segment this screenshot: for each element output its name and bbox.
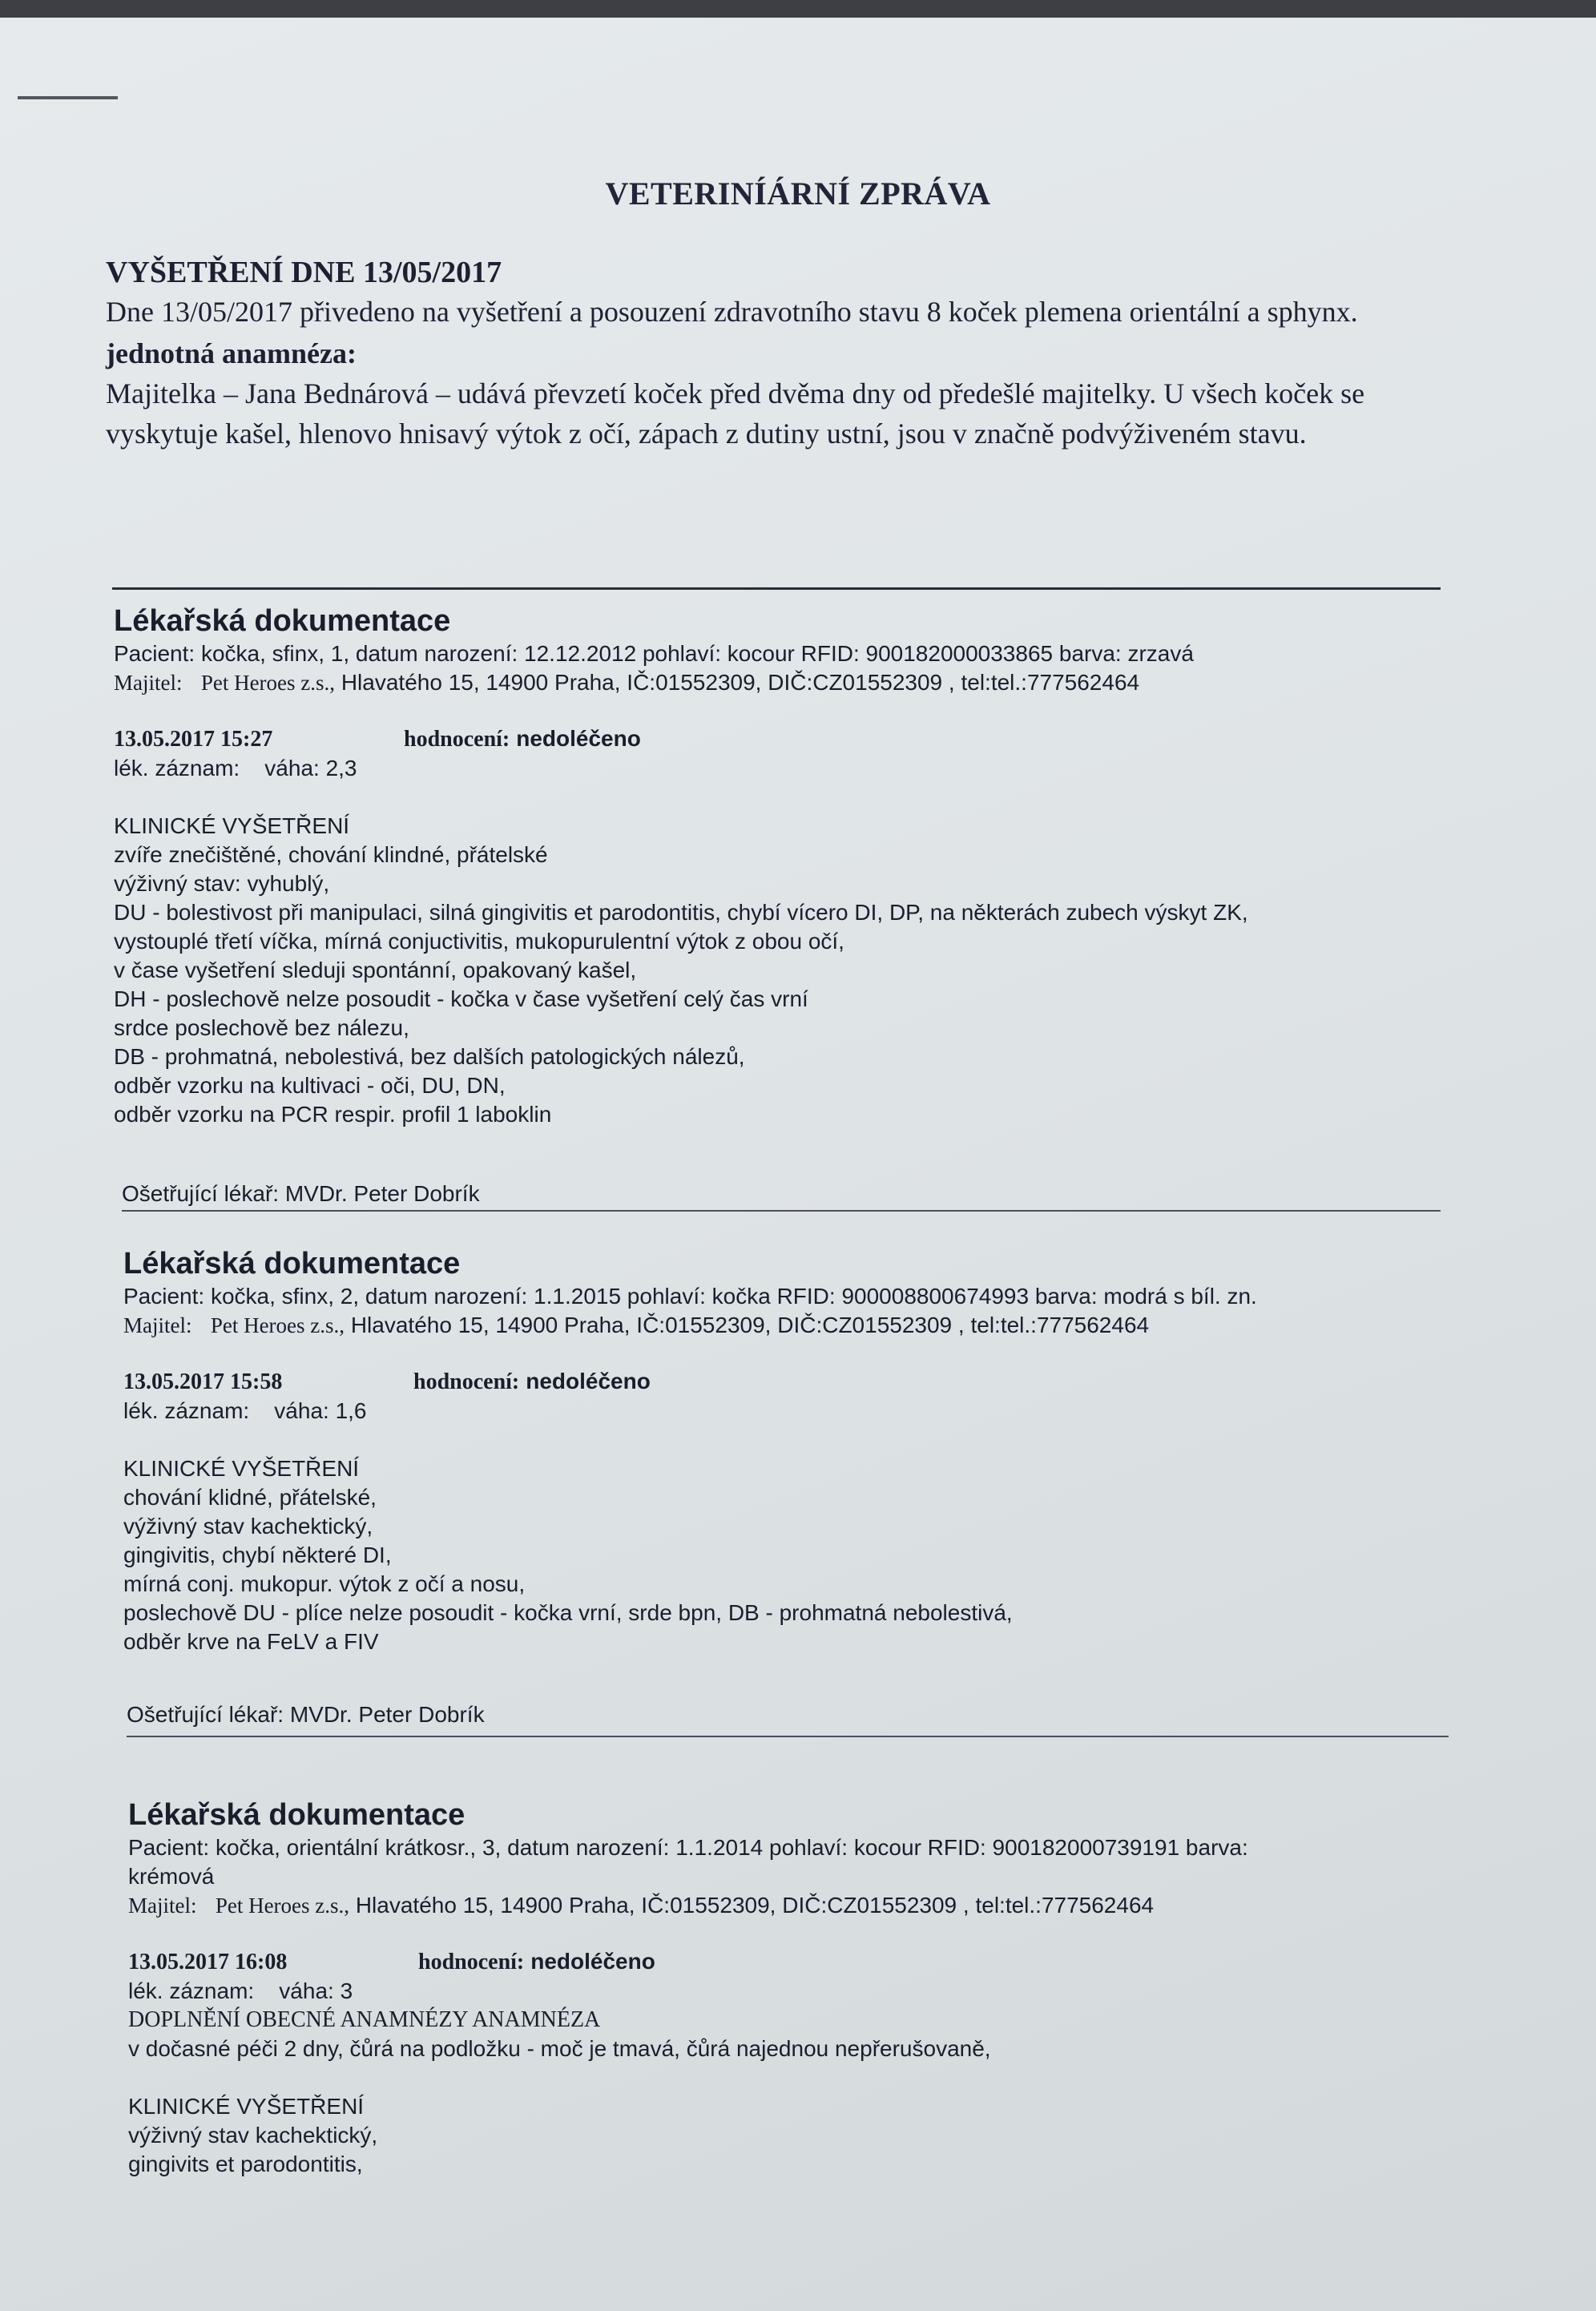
exam-heading: VYŠETŘENÍ DNE 13/05/2017 [106, 256, 502, 289]
patient-line: Pacient: kočka, sfinx, 2, datum narození: 1.1.2015 pohlaví: kočka RFID: 900008800674993 barva: modrá s bíl. zn. [123, 1284, 1257, 1309]
patient-line: Pacient: kočka, orientální krátkosr., 3, datum narození: 1.1.2014 pohlaví: kocour RFID: 900182000739191 barva: [128, 1835, 1248, 1860]
record-label-line [128, 1977, 1482, 2006]
section-title: KLINICKÉ VYŠETŘENÍ [114, 813, 350, 838]
owner-name: Pet Heroes z.s., [200, 671, 336, 695]
patient-line-continued: krémová [128, 1864, 215, 1889]
section-title: KLINICKÉ VYŠETŘENÍ [128, 2094, 365, 2119]
owner-name: Pet Heroes z.s., [210, 1313, 345, 1337]
finding-line: výživný stav: vyhublý, [114, 871, 330, 896]
record-datetime: 13.05.2017 16:08 [128, 1950, 288, 1974]
evaluation-value: nedoléčeno [516, 726, 641, 751]
anamnesis-text: Majitelka – Jana Bednárová – udává převzetí koček před dvěma dny od předešlé majitelky. U všech koček se vyskytuje kašel, hlenovo hnisavý výtok z očí, zápach z dutiny ustní, jsou v značně podvýživeném stavu. [106, 377, 1365, 450]
record-label: lék. záznam: [114, 756, 240, 780]
finding-line: DU - bolestivost při manipulaci, silná gingivitis et parodontitis, chybí vícero DI, DP, na některách zubech výskyt ZK, [114, 900, 1248, 925]
finding-line: výživný stav kachektický, [123, 1514, 373, 1539]
evaluation-value: nedoléčeno [530, 1949, 655, 1974]
medical-record-2 [123, 1245, 1477, 1656]
owner-line [114, 668, 1468, 697]
weight: váha: 3 [279, 1978, 353, 2003]
section-title: KLINICKÉ VYŠETŘENÍ [123, 1456, 360, 1481]
finding-line: srdce poslechově bez nálezu, [114, 1015, 409, 1040]
record-title: Lékařská dokumentace [123, 1247, 461, 1281]
finding-line: DB - prohmatná, nebolestivá, bez dalších patologických nálezů, [114, 1044, 745, 1069]
evaluation-label: hodnocení: [418, 1950, 525, 1974]
exam-text: Dne 13/05/2017 přivedeno na vyšetření a posouzení zdravotního stavu 8 koček plemena orientální a sphynx. [106, 296, 1358, 328]
record-divider [127, 1736, 1449, 1737]
finding-line: gingivitis, chybí některé DI, [123, 1543, 392, 1567]
patient-line: Pacient: kočka, sfinx, 1, datum narození: 12.12.2012 pohlaví: kocour RFID: 900182000033865 barva: zrzavá [114, 641, 1194, 666]
evaluation-label: hodnocení: [404, 727, 510, 752]
section-divider [112, 587, 1441, 590]
finding-line: zvíře znečištěné, chování klindné, přátelské [114, 842, 548, 867]
owner-label: Majitel: [123, 1313, 192, 1337]
finding-line: poslechově DU - plíce nelze posoudit - kočka vrní, srde bpn, DB - prohmatná nebolestivá, [123, 1600, 1013, 1625]
finding-line: mírná conj. mukopur. výtok z očí a nosu, [123, 1571, 526, 1596]
record-label: lék. záznam: [123, 1398, 250, 1423]
weight: váha: 2,3 [264, 756, 357, 780]
anamnesis-label: jednotná anamnéza: [106, 337, 357, 369]
history-text: v dočasné péči 2 dny, čůrá na podložku - moč je tmavá, čůrá najednou nepřerušovaně, [128, 2036, 991, 2061]
record-title: Lékařská dokumentace [128, 1798, 466, 1832]
finding-line: v čase vyšetření sleduji spontánní, opakovaný kašel, [114, 958, 637, 982]
record-label-line [123, 1397, 1477, 1426]
owner-line [128, 1891, 1482, 1920]
finding-line: chování klidné, přátelské, [123, 1485, 377, 1510]
record-label-line [114, 754, 1468, 783]
record-divider [122, 1210, 1441, 1212]
record-datetime: 13.05.2017 15:27 [114, 727, 273, 752]
owner-name: Pet Heroes z.s., [215, 1894, 350, 1918]
finding-line: vystouplé třetí víčka, mírná conjuctivitis, mukopurulentní výtok z obou očí, [114, 929, 844, 954]
record-label: lék. záznam: [128, 1978, 255, 2003]
owner-line [123, 1311, 1477, 1340]
evaluation-label: hodnocení: [413, 1369, 520, 1394]
signature-line-2: Ošetřující lékař: MVDr. Peter Dobrík [127, 1702, 485, 1727]
history-title: DOPLNĚNÍ OBECNÉ ANAMNÉZY ANAMNÉZA [128, 2007, 601, 2032]
owner-details: Hlavatého 15, 14900 Praha, IČ:01552309, DIČ:CZ01552309 , tel:tel.:777562464 [341, 670, 1140, 695]
owner-details: Hlavatého 15, 14900 Praha, IČ:01552309, DIČ:CZ01552309 , tel:tel.:777562464 [350, 1313, 1150, 1337]
exam-intro [106, 255, 1452, 457]
finding-line: odběr krve na FeLV a FIV [123, 1629, 379, 1654]
medical-record-1 [114, 603, 1468, 1129]
scan-top-edge [0, 0, 1596, 18]
owner-label: Majitel: [128, 1894, 197, 1918]
medical-record-3 [128, 1797, 1482, 2179]
pen-mark [18, 96, 118, 99]
finding-line: výživný stav kachektický, [128, 2123, 378, 2148]
evaluation-value: nedoléčeno [526, 1369, 651, 1393]
weight: váha: 1,6 [274, 1398, 367, 1423]
finding-line: gingivits et parodontitis, [128, 2152, 363, 2176]
record-title: Lékařská dokumentace [114, 604, 451, 638]
signature-line-1: Ošetřující lékař: MVDr. Peter Dobrík [122, 1181, 480, 1206]
finding-line: odběr vzorku na kultivaci - oči, DU, DN, [114, 1073, 506, 1098]
record-header [114, 724, 1468, 754]
finding-line: odběr vzorku na PCR respir. profil 1 laboklin [114, 1102, 552, 1127]
record-header [128, 1947, 1482, 1977]
report-title: VETERINÍÁRNÍ ZPRÁVA [605, 175, 991, 212]
record-header [123, 1367, 1477, 1397]
owner-details: Hlavatého 15, 14900 Praha, IČ:01552309, DIČ:CZ01552309 , tel:tel.:777562464 [355, 1893, 1155, 1918]
finding-line: DH - poslechově nelze posoudit - kočka v čase vyšetření celý čas vrní [114, 986, 808, 1011]
owner-label: Majitel: [114, 671, 183, 695]
record-datetime: 13.05.2017 15:58 [123, 1369, 283, 1394]
